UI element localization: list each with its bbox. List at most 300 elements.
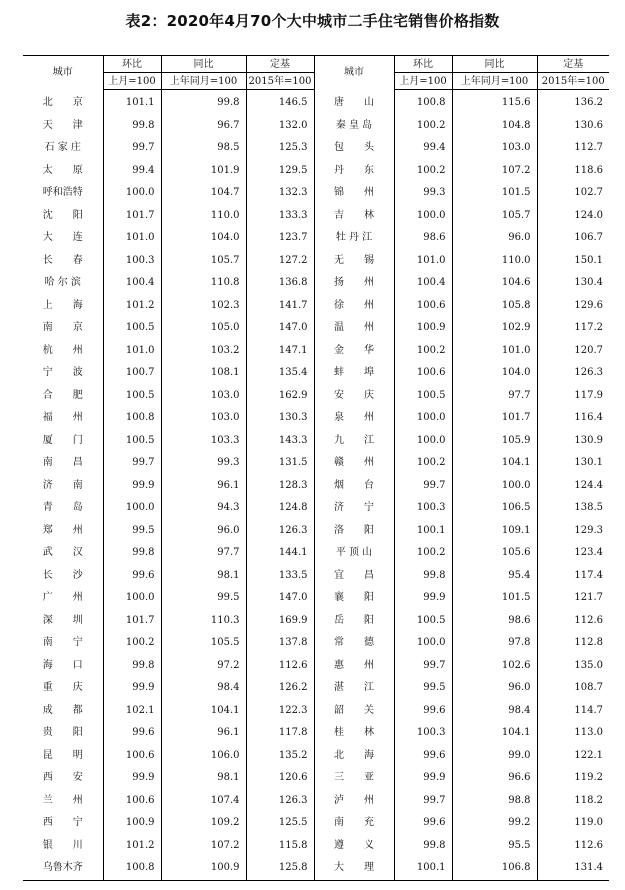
- yoy-left-cell: 106.0: [161, 745, 246, 768]
- table-row: [23, 790, 609, 813]
- fixed-right-cell: 121.7: [574, 592, 603, 604]
- table-row: [23, 250, 609, 273]
- city-left-cell: 福 州: [23, 407, 103, 430]
- fixed-left-cell: 125.8: [246, 857, 314, 880]
- table-row: [23, 520, 609, 543]
- yoy-left-cell: 105.7: [161, 250, 246, 273]
- mom-right-cell: 99.4: [394, 137, 452, 160]
- yoy-header-right: 同比: [452, 56, 537, 73]
- city-right-cell: 扬 州: [314, 272, 394, 295]
- city-left-cell: 银 川: [23, 835, 103, 858]
- city-right-cell: 三 亚: [314, 767, 394, 790]
- yoy-left-cell: 110.8: [161, 272, 246, 295]
- yoy-right-cell: 105.6: [452, 542, 537, 565]
- fixed-right-cell: 130.1: [574, 457, 603, 469]
- fixed-right-cell: 123.4: [574, 547, 603, 559]
- yoy-left-cell: 96.1: [161, 475, 246, 498]
- yoy-right-cell: 104.1: [452, 452, 537, 475]
- mom-right-cell: 100.2: [394, 115, 452, 138]
- fixed-right-cell: 118.2: [574, 794, 603, 806]
- mom-right-cell: 100.3: [394, 722, 452, 745]
- yoy-right-cell: 115.6: [452, 90, 537, 115]
- mom-right-cell: 100.1: [394, 857, 452, 880]
- yoy-left-cell: 107.4: [161, 790, 246, 813]
- table-row: [23, 565, 609, 588]
- mom-right-cell: 100.6: [394, 362, 452, 385]
- mom-right-cell: 100.0: [394, 205, 452, 228]
- mom-right-cell: 99.6: [394, 700, 452, 723]
- mom-left-cell: 99.8: [103, 655, 161, 678]
- table-row: [23, 317, 609, 340]
- table-row: [23, 137, 609, 160]
- city-right-cell: 济 宁: [314, 497, 394, 520]
- city-left-cell: 西 安: [23, 767, 103, 790]
- table-row: [23, 835, 609, 858]
- yoy-right-cell: 105.9: [452, 430, 537, 453]
- fixed-right-cell: 118.6: [574, 164, 603, 176]
- yoy-right-cell: 104.6: [452, 272, 537, 295]
- city-left-cell: 长 春: [23, 250, 103, 273]
- fixed-left-cell: 122.3: [246, 700, 314, 723]
- mom-right-cell: 100.0: [394, 632, 452, 655]
- fixed-left-cell: 125.5: [246, 812, 314, 835]
- fixed-right-cell: 120.7: [574, 344, 603, 356]
- fixed-right-cell: 117.2: [574, 322, 603, 334]
- yoy-left-cell: 98.4: [161, 677, 246, 700]
- city-left-cell: 杭 州: [23, 340, 103, 363]
- yoy-left-cell: 110.3: [161, 610, 246, 633]
- fixed-left-cell: 133.3: [246, 205, 314, 228]
- mom-right-cell: 100.2: [394, 340, 452, 363]
- fixed-right-cell: 117.4: [574, 569, 603, 581]
- yoy-right-cell: 98.6: [452, 610, 537, 633]
- yoy-left-cell: 96.7: [161, 115, 246, 138]
- mom-left-cell: 100.3: [103, 250, 161, 273]
- mom-right-cell: 100.4: [394, 272, 452, 295]
- fixed-left-cell: 128.3: [246, 475, 314, 498]
- mom-right-cell: 100.8: [394, 90, 452, 115]
- fixed-right-cell: 150.1: [574, 254, 603, 266]
- mom-left-cell: 99.7: [103, 452, 161, 475]
- city-right-cell: 温 州: [314, 317, 394, 340]
- yoy-left-cell: 96.1: [161, 722, 246, 745]
- mom-left-cell: 99.7: [103, 137, 161, 160]
- city-right-cell: 秦 皇 岛: [314, 115, 394, 138]
- fixed-right-cell: 112.6: [574, 839, 603, 851]
- fixed-right-cell: 106.7: [574, 232, 603, 244]
- fixed-left-cell: 126.3: [246, 790, 314, 813]
- table-row: [23, 340, 609, 363]
- city-left-cell: 海 口: [23, 655, 103, 678]
- yoy-left-cell: 98.1: [161, 565, 246, 588]
- table-row: [23, 295, 609, 318]
- city-left-cell: 重 庆: [23, 677, 103, 700]
- table-row: [23, 115, 609, 138]
- mom-right-cell: 99.9: [394, 767, 452, 790]
- fixed-left-cell: 137.8: [246, 632, 314, 655]
- city-right-cell: 襄 阳: [314, 587, 394, 610]
- mom-right-cell: 101.0: [394, 250, 452, 273]
- fixed-left-cell: 132.3: [246, 182, 314, 205]
- table-row: [23, 452, 609, 475]
- city-left-cell: 合 肥: [23, 385, 103, 408]
- yoy-right-cell: 104.8: [452, 115, 537, 138]
- yoy-right-cell: 102.6: [452, 655, 537, 678]
- table-row: [23, 90, 609, 115]
- fixed-left-cell: 115.8: [246, 835, 314, 858]
- fixed-right-cell: 129.3: [574, 524, 603, 536]
- city-left-cell: 南 宁: [23, 632, 103, 655]
- yoy-left-cell: 103.2: [161, 340, 246, 363]
- mom-left-cell: 100.2: [103, 632, 161, 655]
- fixed-left-cell: 162.9: [246, 385, 314, 408]
- city-right-cell: 平 顶 山: [314, 542, 394, 565]
- fixed-header-left: 定基: [246, 56, 314, 73]
- yoy-left-cell: 104.0: [161, 227, 246, 250]
- fixed-left-cell: 136.8: [246, 272, 314, 295]
- city-left-cell: 石 家 庄: [23, 137, 103, 160]
- mom-right-cell: 99.5: [394, 677, 452, 700]
- yoy-left-cell: 102.3: [161, 295, 246, 318]
- city-right-cell: 包 头: [314, 137, 394, 160]
- yoy-right-cell: 101.5: [452, 587, 537, 610]
- table-title: 表2：2020年4月70个大中城市二手住宅销售价格指数: [125, 12, 500, 30]
- city-right-cell: 桂 林: [314, 722, 394, 745]
- mom-right-cell: 99.7: [394, 790, 452, 813]
- city-left-cell: 哈 尔 滨: [23, 272, 103, 295]
- yoy-right-cell: 95.4: [452, 565, 537, 588]
- yoy-left-cell: 104.7: [161, 182, 246, 205]
- city-left-cell: 北 京: [23, 90, 103, 115]
- yoy-left-cell: 98.5: [161, 137, 246, 160]
- table-body: [23, 90, 609, 881]
- mom-header-left: 环比: [103, 56, 161, 73]
- table-row: [23, 475, 609, 498]
- city-left-cell: 厦 门: [23, 430, 103, 453]
- table-row: [23, 407, 609, 430]
- city-left-cell: 呼和浩特: [23, 182, 103, 205]
- yoy-right-cell: 96.0: [452, 677, 537, 700]
- yoy-left-cell: 96.0: [161, 520, 246, 543]
- yoy-right-cell: 100.0: [452, 475, 537, 498]
- yoy-left-cell: 98.1: [161, 767, 246, 790]
- city-left-cell: 青 岛: [23, 497, 103, 520]
- fixed-right-cell: 124.0: [574, 209, 603, 221]
- mom-right-cell: 99.6: [394, 745, 452, 768]
- table-row: [23, 430, 609, 453]
- yoy-left-cell: 109.2: [161, 812, 246, 835]
- mom-left-cell: 101.7: [103, 205, 161, 228]
- city-right-cell: 蚌 埠: [314, 362, 394, 385]
- fixed-right-cell: 130.6: [574, 119, 603, 131]
- mom-left-cell: 101.0: [103, 227, 161, 250]
- yoy-base-right: 上年同月=100: [452, 73, 537, 90]
- city-right-cell: 遵 义: [314, 835, 394, 858]
- mom-right-cell: 99.7: [394, 475, 452, 498]
- fixed-left-cell: 133.5: [246, 565, 314, 588]
- table-row: [23, 655, 609, 678]
- mom-left-cell: 101.2: [103, 835, 161, 858]
- city-right-cell: 九 江: [314, 430, 394, 453]
- fixed-right-cell: 130.9: [574, 434, 603, 446]
- table-row: [23, 610, 609, 633]
- city-right-cell: 安 庆: [314, 385, 394, 408]
- city-right-cell: 湛 江: [314, 677, 394, 700]
- city-left-cell: 南 京: [23, 317, 103, 340]
- fixed-right-cell: 131.4: [537, 857, 609, 880]
- fixed-left-cell: 147.1: [246, 340, 314, 363]
- mom-left-cell: 99.9: [103, 475, 161, 498]
- city-right-cell: 牡 丹 江: [314, 227, 394, 250]
- yoy-right-cell: 107.2: [452, 160, 537, 183]
- city-right-cell: 泉 州: [314, 407, 394, 430]
- table-row: [23, 160, 609, 183]
- mom-right-cell: 100.2: [394, 160, 452, 183]
- fixed-left-cell: 126.3: [246, 520, 314, 543]
- fixed-right-cell: 119.2: [574, 772, 603, 784]
- fixed-left-cell: 124.8: [246, 497, 314, 520]
- city-right-cell: 韶 关: [314, 700, 394, 723]
- mom-left-cell: 100.5: [103, 430, 161, 453]
- fixed-left-cell: 146.5: [246, 90, 314, 115]
- yoy-left-cell: 108.1: [161, 362, 246, 385]
- fixed-left-cell: 129.5: [246, 160, 314, 183]
- city-left-cell: 沈 阳: [23, 205, 103, 228]
- mom-base-left: 上月=100: [103, 73, 161, 90]
- city-header-right: 城市: [314, 56, 394, 90]
- city-right-cell: 大 理: [314, 857, 394, 880]
- city-left-cell: 昆 明: [23, 745, 103, 768]
- fixed-right-cell: 112.7: [574, 142, 603, 154]
- yoy-right-cell: 101.0: [452, 340, 537, 363]
- mom-left-cell: 100.7: [103, 362, 161, 385]
- fixed-header-right: 定基: [537, 56, 609, 73]
- mom-right-cell: 99.7: [394, 655, 452, 678]
- mom-right-cell: 100.3: [394, 497, 452, 520]
- yoy-left-cell: 94.3: [161, 497, 246, 520]
- city-right-cell: 洛 阳: [314, 520, 394, 543]
- yoy-right-cell: 105.8: [452, 295, 537, 318]
- table-row: [23, 767, 609, 790]
- yoy-left-cell: 105.5: [161, 632, 246, 655]
- yoy-right-cell: 106.5: [452, 497, 537, 520]
- yoy-base-left: 上年同月=100: [161, 73, 246, 90]
- yoy-left-cell: 103.3: [161, 430, 246, 453]
- mom-base-right: 上月=100: [394, 73, 452, 90]
- fixed-right-cell: 119.0: [574, 817, 603, 829]
- yoy-header-left: 同比: [161, 56, 246, 73]
- mom-left-cell: 100.5: [103, 385, 161, 408]
- yoy-right-cell: 104.1: [452, 722, 537, 745]
- fixed-left-cell: 135.2: [246, 745, 314, 768]
- city-right-cell: 南 充: [314, 812, 394, 835]
- yoy-left-cell: 110.0: [161, 205, 246, 228]
- fixed-left-cell: 123.7: [246, 227, 314, 250]
- fixed-left-cell: 169.9: [246, 610, 314, 633]
- fixed-left-cell: 112.6: [246, 655, 314, 678]
- fixed-right-cell: 117.9: [574, 389, 603, 401]
- city-left-cell: 南 昌: [23, 452, 103, 475]
- mom-left-cell: 100.8: [103, 407, 161, 430]
- table-row: [23, 362, 609, 385]
- mom-header-right: 环比: [394, 56, 452, 73]
- table-row: [23, 722, 609, 745]
- yoy-right-cell: 110.0: [452, 250, 537, 273]
- table-row: [23, 497, 609, 520]
- table-row: [23, 812, 609, 835]
- mom-left-cell: 99.6: [103, 565, 161, 588]
- mom-right-cell: 100.5: [394, 610, 452, 633]
- mom-left-cell: 100.9: [103, 812, 161, 835]
- fixed-base-left: 2015年=100: [246, 73, 314, 90]
- fixed-left-cell: 120.6: [246, 767, 314, 790]
- city-right-cell: 吉 林: [314, 205, 394, 228]
- city-right-cell: 岳 阳: [314, 610, 394, 633]
- mom-left-cell: 100.0: [103, 497, 161, 520]
- city-left-cell: 太 原: [23, 160, 103, 183]
- fixed-right-cell: 122.1: [574, 749, 603, 761]
- city-left-cell: 广 州: [23, 587, 103, 610]
- city-left-cell: 贵 阳: [23, 722, 103, 745]
- yoy-right-cell: 102.9: [452, 317, 537, 340]
- mom-right-cell: 100.2: [394, 542, 452, 565]
- price-index-table: [23, 55, 609, 881]
- city-right-cell: 宜 昌: [314, 565, 394, 588]
- city-left-cell: 天 津: [23, 115, 103, 138]
- yoy-right-cell: 109.1: [452, 520, 537, 543]
- fixed-right-cell: 114.7: [574, 704, 603, 716]
- fixed-right-cell: 138.5: [574, 502, 603, 514]
- mom-left-cell: 99.8: [103, 542, 161, 565]
- yoy-right-cell: 98.8: [452, 790, 537, 813]
- table-row: [23, 677, 609, 700]
- fixed-base-right: 2015年=100: [537, 73, 609, 90]
- city-left-cell: 武 汉: [23, 542, 103, 565]
- mom-left-cell: 100.4: [103, 272, 161, 295]
- yoy-right-cell: 101.7: [452, 407, 537, 430]
- city-right-cell: 丹 东: [314, 160, 394, 183]
- yoy-left-cell: 99.8: [161, 90, 246, 115]
- fixed-right-cell: 113.0: [574, 727, 603, 739]
- mom-right-cell: 100.6: [394, 295, 452, 318]
- mom-left-cell: 102.1: [103, 700, 161, 723]
- yoy-left-cell: 103.0: [161, 385, 246, 408]
- city-right-cell: 惠 州: [314, 655, 394, 678]
- fixed-left-cell: 147.0: [246, 317, 314, 340]
- mom-left-cell: 101.1: [103, 90, 161, 115]
- table-row: [23, 385, 609, 408]
- mom-left-cell: 99.9: [103, 767, 161, 790]
- mom-left-cell: 99.6: [103, 722, 161, 745]
- mom-right-cell: 99.6: [394, 812, 452, 835]
- yoy-left-cell: 101.9: [161, 160, 246, 183]
- yoy-left-cell: 97.2: [161, 655, 246, 678]
- mom-right-cell: 99.3: [394, 182, 452, 205]
- city-right-cell: 无 锡: [314, 250, 394, 273]
- fixed-right-cell: 112.6: [574, 614, 603, 626]
- fixed-right-cell: 102.7: [574, 187, 603, 199]
- table-row: [23, 587, 609, 610]
- fixed-right-cell: 126.3: [574, 367, 603, 379]
- fixed-left-cell: 127.2: [246, 250, 314, 273]
- mom-left-cell: 99.8: [103, 115, 161, 138]
- table-row: [23, 182, 609, 205]
- mom-left-cell: 101.0: [103, 340, 161, 363]
- fixed-right-cell: 108.7: [574, 682, 603, 694]
- fixed-left-cell: 131.5: [246, 452, 314, 475]
- table-row: [23, 227, 609, 250]
- city-left-cell: 济 南: [23, 475, 103, 498]
- yoy-left-cell: 99.3: [161, 452, 246, 475]
- mom-right-cell: 100.2: [394, 452, 452, 475]
- city-left-cell: 成 都: [23, 700, 103, 723]
- yoy-right-cell: 99.0: [452, 745, 537, 768]
- city-header-left: 城市: [23, 56, 103, 90]
- city-left-cell: 长 沙: [23, 565, 103, 588]
- table-header: [23, 56, 609, 90]
- mom-right-cell: 99.9: [394, 587, 452, 610]
- city-left-cell: 郑 州: [23, 520, 103, 543]
- yoy-right-cell: 104.0: [452, 362, 537, 385]
- city-right-cell: 常 德: [314, 632, 394, 655]
- mom-left-cell: 100.6: [103, 745, 161, 768]
- fixed-right-cell: 124.4: [574, 479, 603, 491]
- fixed-right-cell: 130.4: [574, 277, 603, 289]
- city-left-cell: 兰 州: [23, 790, 103, 813]
- yoy-right-cell: 106.8: [452, 857, 537, 880]
- yoy-right-cell: 97.8: [452, 632, 537, 655]
- table-row: [23, 542, 609, 565]
- city-left-cell: 上 海: [23, 295, 103, 318]
- mom-right-cell: 100.5: [394, 385, 452, 408]
- mom-left-cell: 100.6: [103, 790, 161, 813]
- fixed-left-cell: 117.8: [246, 722, 314, 745]
- fixed-right-cell: 136.2: [574, 97, 603, 109]
- mom-left-cell: 100.8: [103, 857, 161, 880]
- fixed-left-cell: 147.0: [246, 587, 314, 610]
- city-right-cell: 赣 州: [314, 452, 394, 475]
- fixed-right-cell: 135.0: [574, 659, 603, 671]
- table-row: [23, 745, 609, 768]
- fixed-right-cell: 116.4: [574, 412, 603, 424]
- yoy-left-cell: 97.7: [161, 542, 246, 565]
- yoy-right-cell: 105.7: [452, 205, 537, 228]
- mom-right-cell: 100.0: [394, 430, 452, 453]
- fixed-left-cell: 125.3: [246, 137, 314, 160]
- yoy-right-cell: 99.2: [452, 812, 537, 835]
- yoy-right-cell: 101.5: [452, 182, 537, 205]
- city-left-cell: 乌鲁木齐: [23, 857, 103, 880]
- city-right-cell: 烟 台: [314, 475, 394, 498]
- mom-left-cell: 101.2: [103, 295, 161, 318]
- city-right-cell: 金 华: [314, 340, 394, 363]
- mom-right-cell: 100.9: [394, 317, 452, 340]
- mom-left-cell: 100.0: [103, 587, 161, 610]
- mom-right-cell: 100.0: [394, 407, 452, 430]
- city-left-cell: 大 连: [23, 227, 103, 250]
- fixed-right-cell: 112.8: [574, 637, 603, 649]
- yoy-left-cell: 100.9: [161, 857, 246, 880]
- mom-left-cell: 100.0: [103, 182, 161, 205]
- fixed-left-cell: 144.1: [246, 542, 314, 565]
- yoy-left-cell: 103.0: [161, 407, 246, 430]
- fixed-left-cell: 130.3: [246, 407, 314, 430]
- city-right-cell: 锦 州: [314, 182, 394, 205]
- yoy-left-cell: 99.5: [161, 587, 246, 610]
- mom-left-cell: 101.7: [103, 610, 161, 633]
- fixed-left-cell: 135.4: [246, 362, 314, 385]
- yoy-left-cell: 107.2: [161, 835, 246, 858]
